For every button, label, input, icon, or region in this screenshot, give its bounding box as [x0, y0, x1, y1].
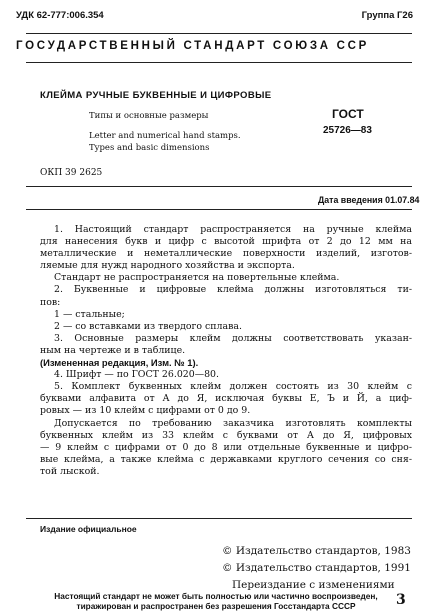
body-line: 1 — стальные;	[54, 308, 125, 320]
english-title-line2: Types and basic dimensions	[89, 143, 210, 153]
body-line: для нанесения букв и цифр с высотой шрифта от 2 до 12 мм на	[40, 236, 412, 248]
body-line: — 9 клейм с цифрами от 0 до 8 или отдельные буквенные и цифро-	[40, 441, 412, 453]
reprint-notice-line1: Настоящий стандарт не может быть полностью или частично воспроизведен,	[54, 591, 378, 601]
body-line: 4. Шрифт — по ГОСТ 26.020—80.	[54, 369, 219, 381]
gost-number: 25726—83	[323, 125, 372, 136]
body-line: ляемые для нужд народного хозяйства и экспорта.	[40, 260, 295, 272]
reprint-notice-line2: тиражирован и распространен без разрешения Госстандарта СССР	[76, 601, 356, 611]
document-subtitle: Типы и основные размеры	[89, 111, 209, 121]
body-line: металлические и неметаллические поверхности изделий, изготов-	[40, 248, 412, 260]
gost-label: ГОСТ	[332, 107, 364, 121]
document-title: КЛЕЙМА РУЧНЫЕ БУКВЕННЫЕ И ЦИФРОВЫЕ	[40, 90, 272, 101]
body-line: пов:	[40, 296, 61, 308]
body-line: ным на чертеже и в таблице.	[40, 344, 186, 356]
body-line: 5. Комплект буквенных клейм должен состоять из 30 клейм с	[54, 381, 412, 393]
body-text	[40, 224, 412, 478]
standard-banner: ГОСУДАРСТВЕННЫЙ СТАНДАРТ СОЮЗА ССР	[16, 40, 370, 52]
udk-code: УДК 62-777:006.354	[16, 10, 104, 21]
body-line: буквенных клейм из 33 клейм с буквами от А до Я, цифровых	[40, 429, 412, 441]
top-rule-lower	[26, 62, 412, 63]
copyright-1991: © Издательство стандартов, 1991	[222, 562, 411, 574]
okp-code: ОКП 39 2625	[40, 168, 103, 178]
body-line: Допускается по требованию заказчика изготовлять комплекты	[54, 417, 412, 429]
reissue-note: Переиздание с изменениями	[232, 579, 395, 591]
copyright-1983: © Издательство стандартов, 1983	[222, 545, 411, 557]
body-line: той лыской.	[40, 465, 100, 477]
body-line: ровых — из 10 клейм с цифрами от 0 до 9.	[40, 405, 251, 417]
introduction-date: Дата введения 01.07.84	[318, 195, 420, 205]
body-line: 2. Буквенные и цифровые клейма должны изготовляться ти-	[54, 284, 412, 296]
body-line: вые клейма, а также клейма с державками круглого сечения со сня-	[40, 453, 412, 465]
body-line: Стандарт не распространяется на повертельные клейма.	[54, 272, 340, 284]
body-line: 1. Настоящий стандарт распространяется на ручные клейма	[54, 224, 412, 235]
group-code: Группа Г26	[361, 10, 413, 21]
body-line: 2 — со вставками из твердого сплава.	[54, 320, 242, 332]
english-title-line1: Letter and numerical hand stamps.	[89, 131, 241, 141]
footer-rule	[26, 518, 412, 519]
page-number: 3	[396, 592, 406, 608]
top-rule-upper	[26, 33, 412, 34]
body-line: буквами алфавита от А до Я, исключая буквы Е, Ъ и Й, а циф-	[40, 393, 412, 405]
okp-rule	[26, 186, 412, 187]
intro-rule	[26, 209, 412, 210]
official-edition: Издание официальное	[40, 524, 137, 534]
body-line: 3. Основные размеры клейм должны соответствовать указан-	[54, 332, 412, 344]
amendment-note: (Измененная редакция, Изм. № 1).	[40, 357, 199, 369]
